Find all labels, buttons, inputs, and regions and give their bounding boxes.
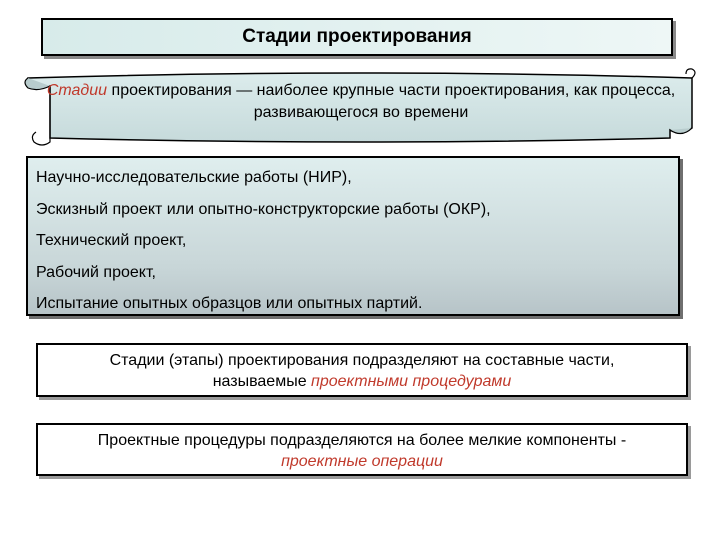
operations-note: [36, 423, 688, 476]
stage-item-working: Рабочий проект,: [36, 263, 156, 281]
stage-item-okr: Эскизный проект или опытно-конструкторские работы (ОКР),: [36, 200, 491, 218]
stages-list: [26, 156, 680, 316]
procedures-note-prefix: называемые: [212, 373, 312, 390]
operations-note-line1: Проектные процедуры подразделяются на более мелкие компоненты -: [97, 432, 627, 449]
slide-title: Стадии проектирования: [41, 18, 673, 56]
procedures-note-line1: Стадии (этапы) проектирования подразделяют на составные части,: [109, 352, 615, 369]
definition-accent: Стадии: [46, 82, 108, 99]
definition-text: [46, 80, 676, 124]
procedures-note: [36, 343, 688, 397]
definition-scroll: [20, 66, 700, 152]
procedures-note-accent: проектными процедурами: [311, 373, 512, 390]
operations-note-accent: проектные операции: [281, 453, 443, 470]
stage-item-nir: Научно-исследовательские работы (НИР),: [36, 169, 352, 186]
stage-item-technical: Технический проект,: [36, 232, 187, 249]
procedures-note-line2: [38, 371, 686, 392]
stage-item-testing: Испытание опытных образцов или опытных партий.: [36, 295, 423, 312]
definition-rest: проектирования — наиболее крупные части проектирования, как процесса, развивающегося во времени: [107, 82, 676, 121]
